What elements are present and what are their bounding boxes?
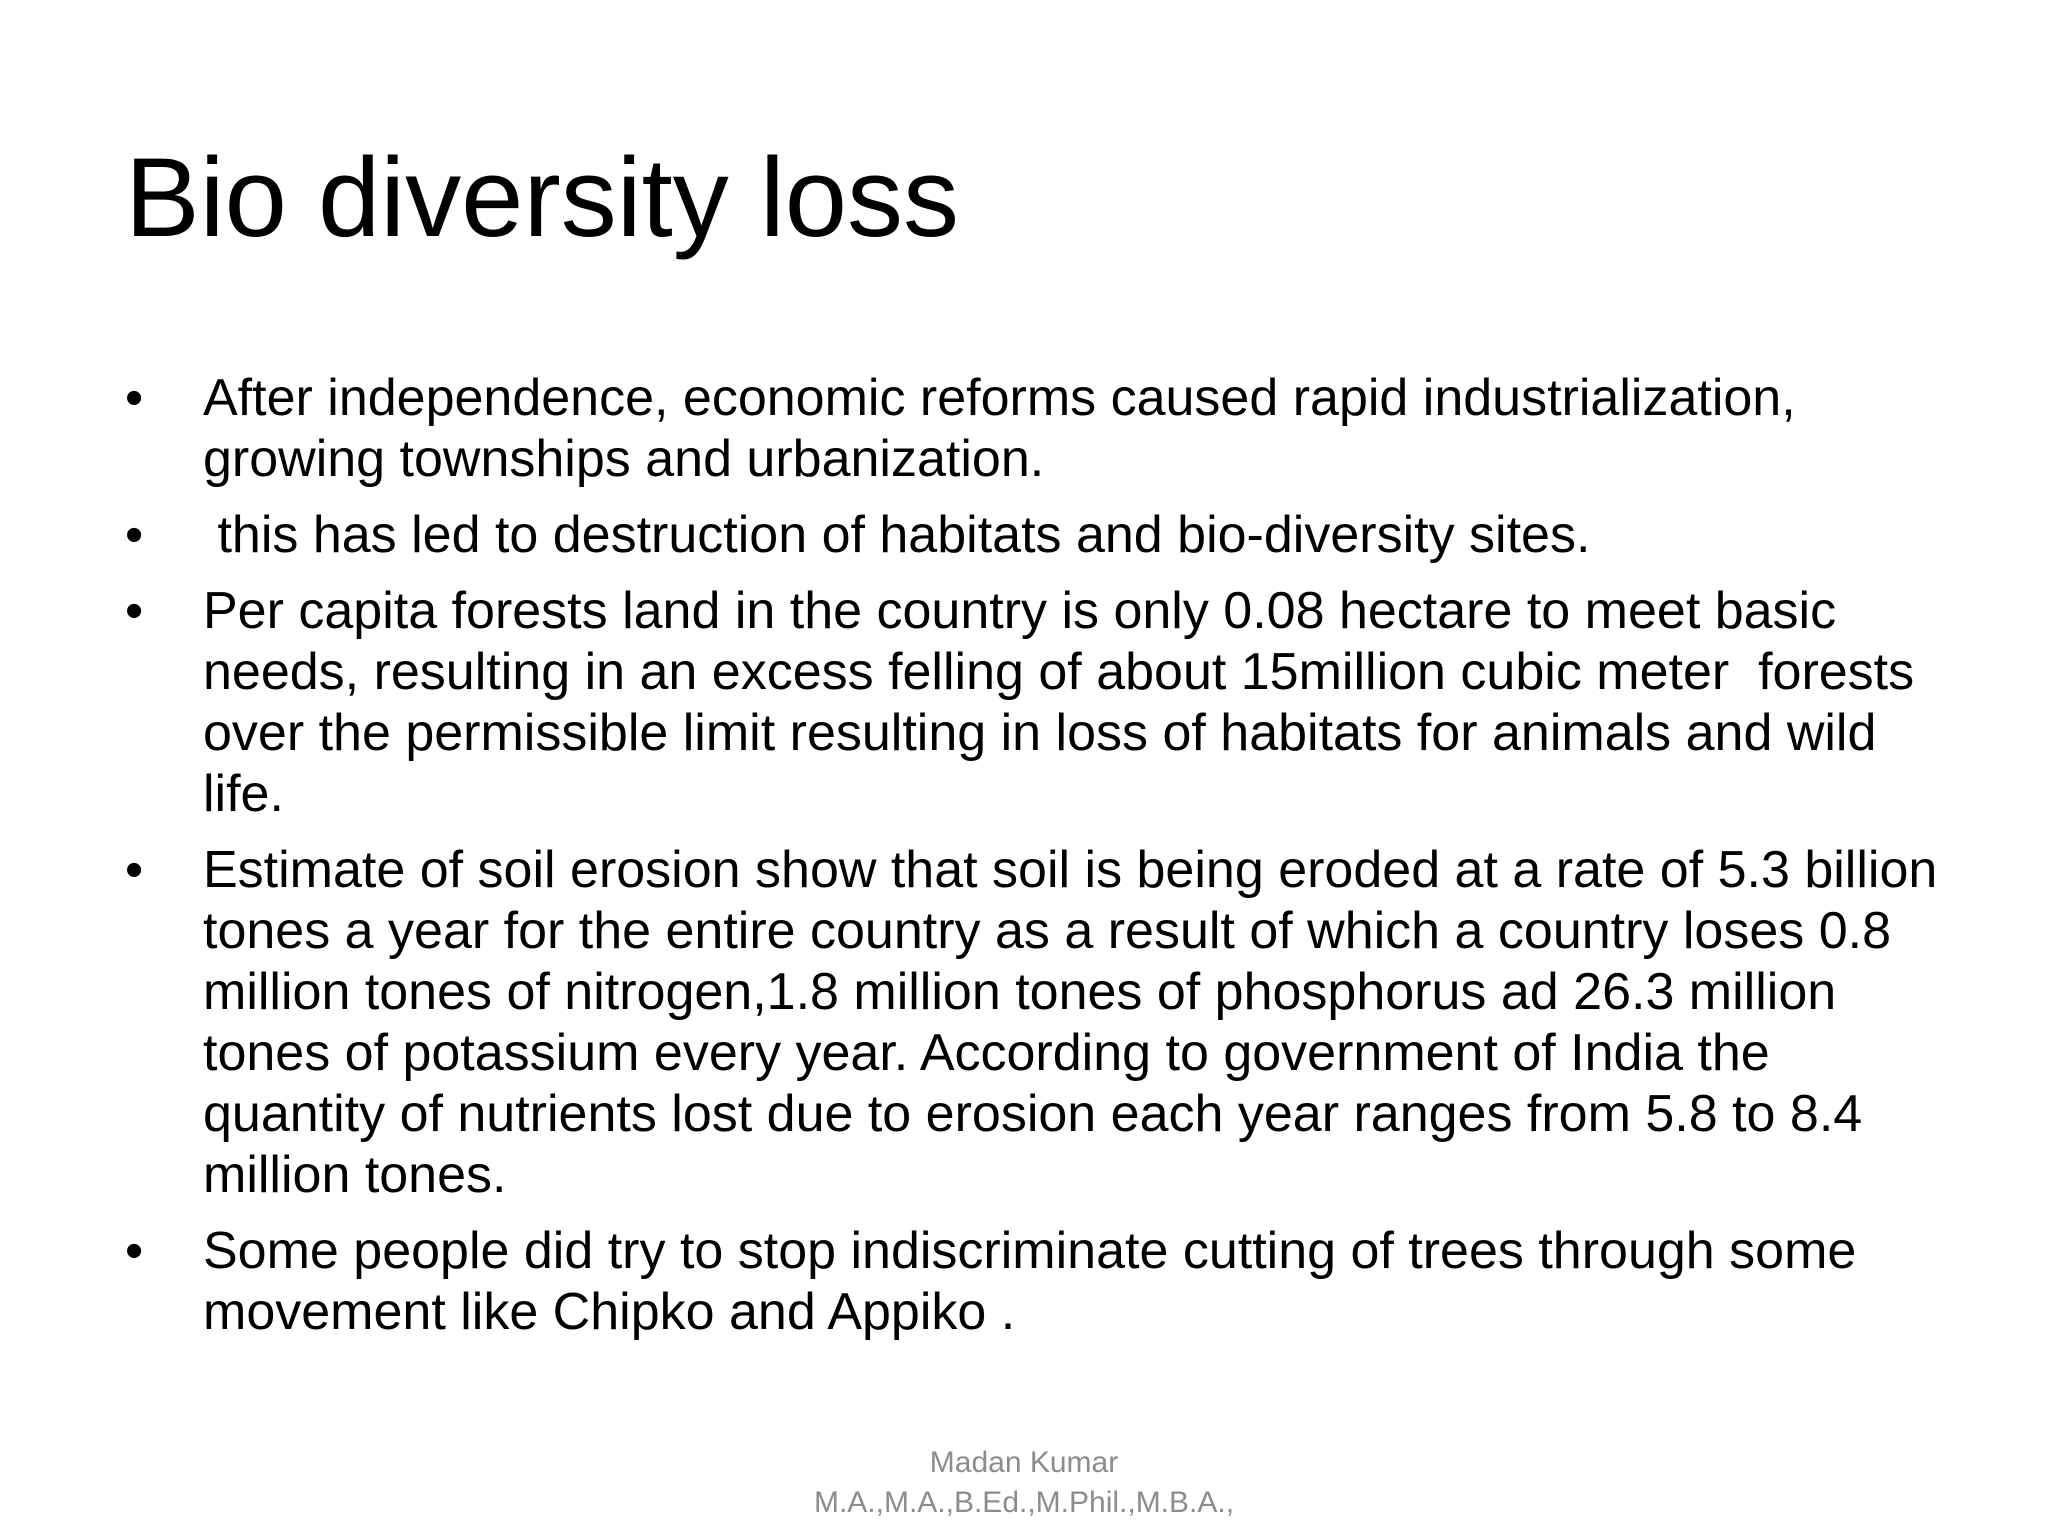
footer-author [0,1443,2048,1523]
bullet-dot-icon: • [125,841,144,899]
bullet-text: this has led to destruction of habitats and bio-diversity sites. [203,506,1591,564]
bullet-item [125,581,1965,825]
bullet-item [125,368,1965,490]
bullet-dot-icon: • [125,369,144,427]
bullet-dot-icon: • [125,1222,144,1280]
bullet-item [125,840,1965,1206]
bullet-item [125,505,1965,566]
footer-author-degrees: M.A.,M.A.,B.Ed.,M.Phil.,M.B.A., [813,1486,1235,1519]
slide-title: Bio diversity loss [125,135,960,260]
footer-author-name: Madan Kumar [929,1446,1119,1479]
bullet-text: Some people did try to stop indiscriminate cutting of trees through some movement like Chipko and Appiko . [203,1222,1857,1341]
bullet-text: After independence, economic reforms caused rapid industrialization, growing townships and urbanization. [203,369,1796,488]
bullet-list [125,368,1965,1358]
bullet-text: Per capita forests land in the country is only 0.08 hectare to meet basic needs, resulting in an excess felling of about 15million cubic meter forests over the permissible limit resulting in loss of habitats for animals and wild life. [203,582,1929,823]
bullet-text: Estimate of soil erosion show that soil is being eroded at a rate of 5.3 billion tones a year for the entire country as a result of which a country loses 0.8 million tones of nitrogen,1.8 million tones of phosphorus ad 26.3 million tones of potassium every year. According to government of India the quantity of nutrients lost due to erosion each year ranges from 5.8 to 8.4 million tones. [203,841,1938,1204]
bullet-item [125,1221,1965,1343]
bullet-dot-icon: • [125,506,144,564]
bullet-dot-icon: • [125,582,144,640]
